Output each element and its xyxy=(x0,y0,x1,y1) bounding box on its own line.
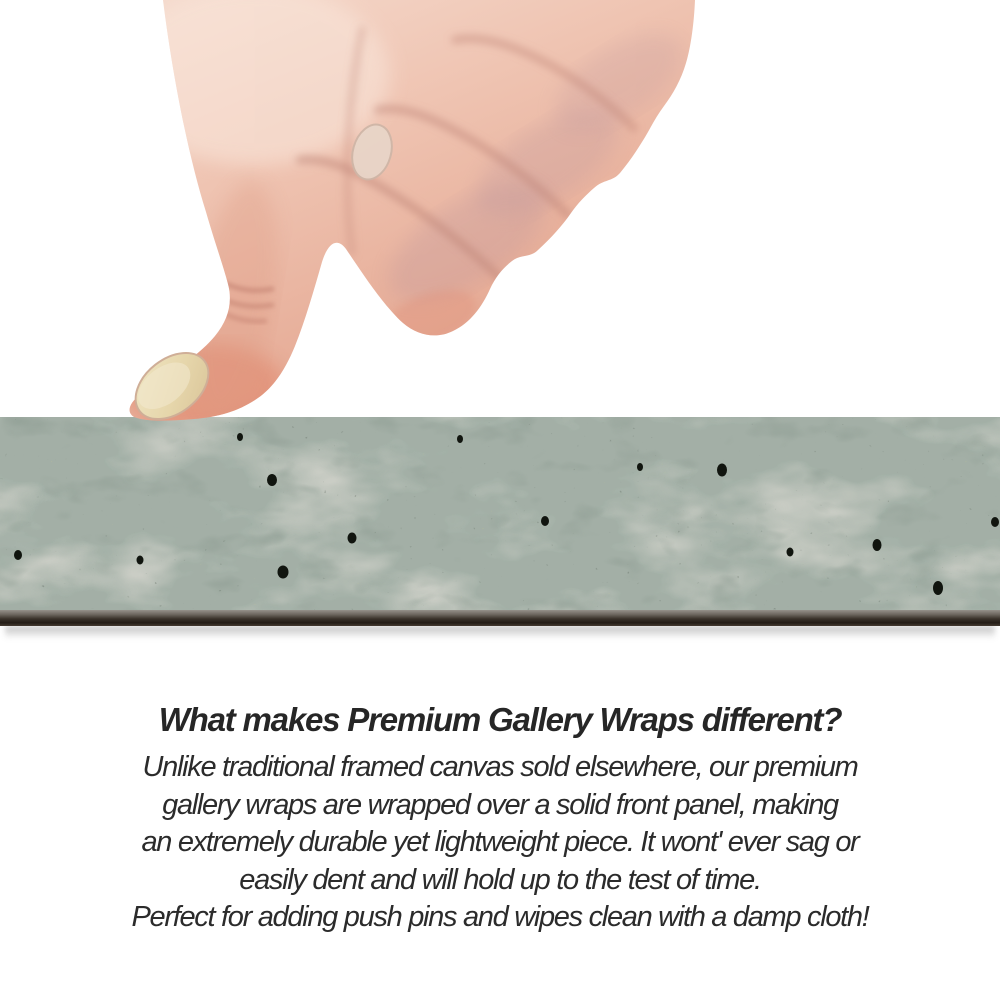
body-line-1: Unlike traditional framed canvas sold elsewhere, our premium xyxy=(142,751,858,783)
canvas-texture-noise xyxy=(0,417,1000,610)
strip-drop-shadow xyxy=(5,626,995,639)
headline: What makes Premium Gallery Wraps different? xyxy=(158,701,842,738)
body-line-4: easily dent and will hold up to the test of time. xyxy=(239,863,761,896)
body-line-3: an extremely durable yet lightweight piece. It wont' ever sag or xyxy=(141,826,859,858)
marketing-copy xyxy=(0,701,1000,937)
hand-pressing-thumb-illustration xyxy=(0,0,730,430)
canvas-texture xyxy=(0,417,1000,626)
canvas-wrap-strip xyxy=(0,417,1000,626)
body-line-2: gallery wraps are wrapped over a solid front panel, making xyxy=(162,788,838,821)
body-line-5: Perfect for adding push pins and wipes clean with a damp cloth! xyxy=(131,901,869,933)
canvas-panel-dark-edge xyxy=(0,610,1000,626)
